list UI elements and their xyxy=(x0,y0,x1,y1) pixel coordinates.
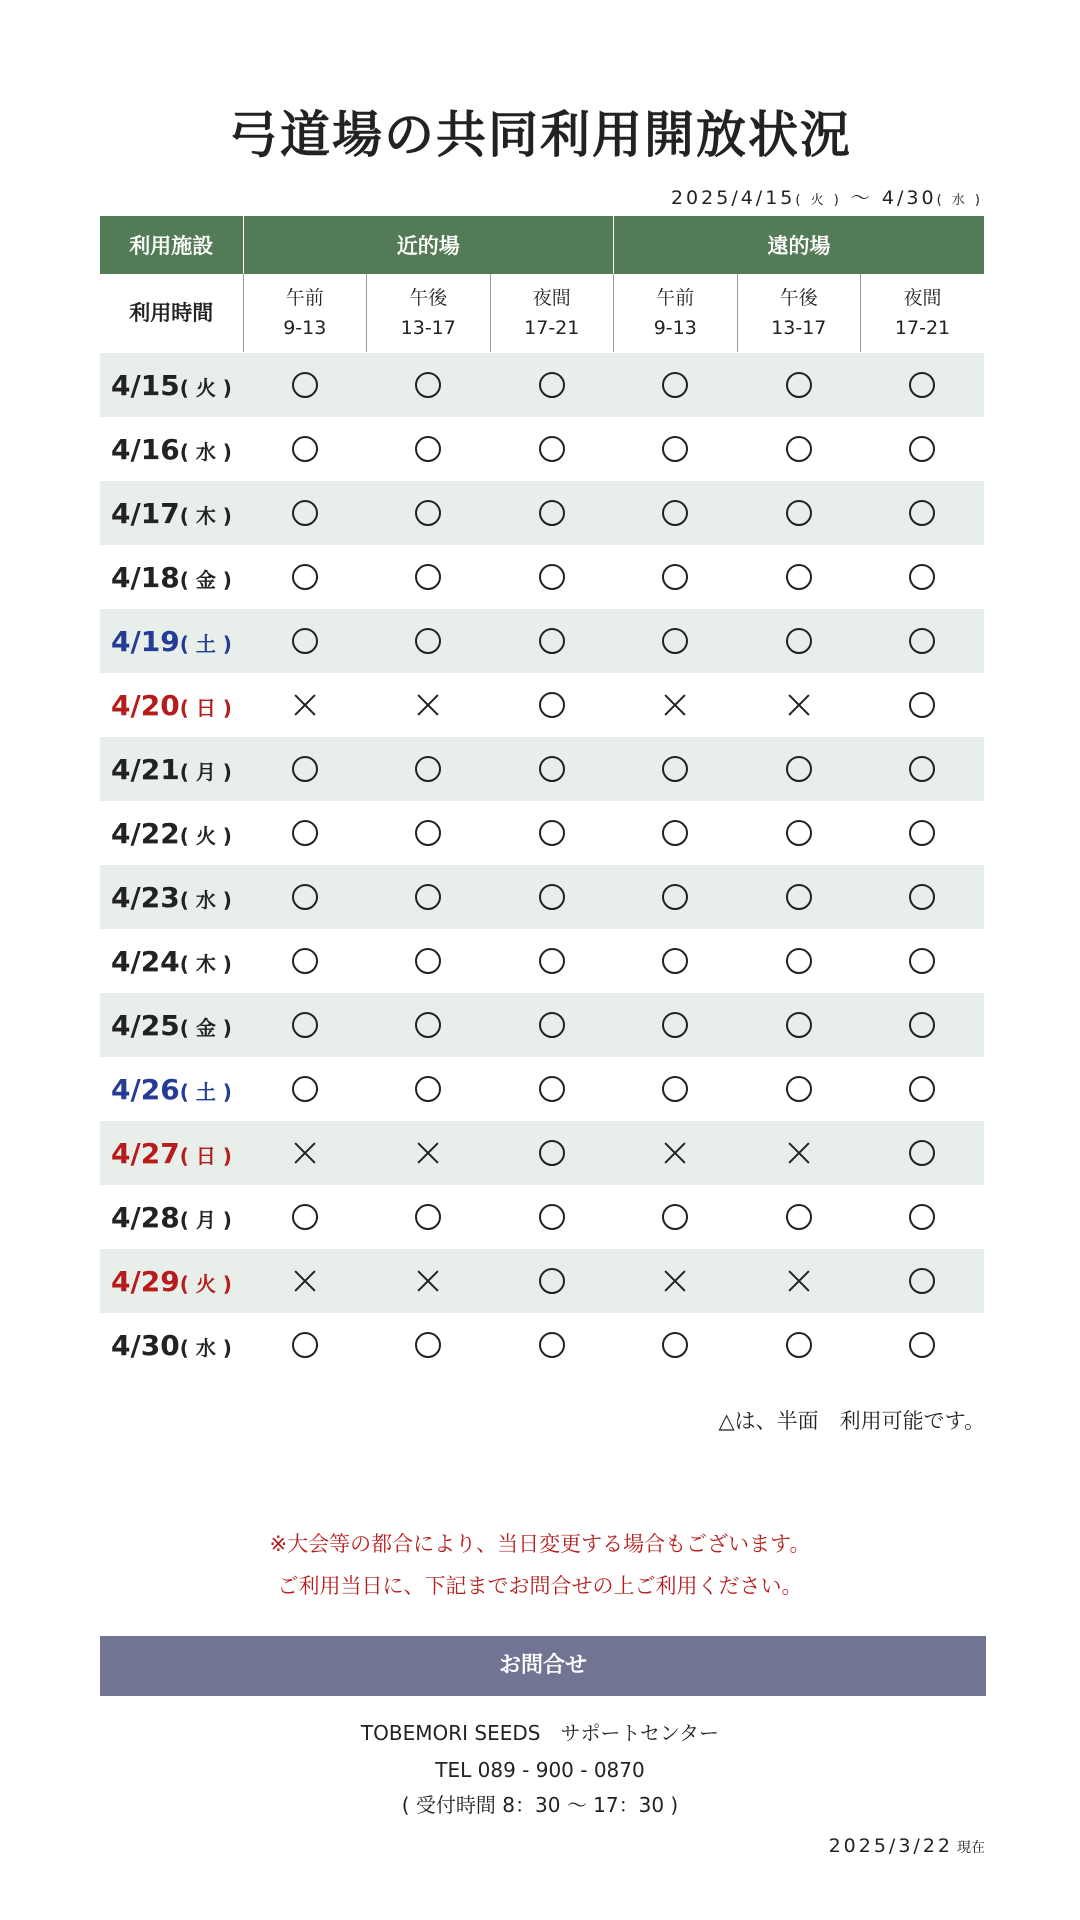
available-circle-icon xyxy=(786,884,812,910)
available-circle-icon xyxy=(909,436,935,462)
date-cell xyxy=(100,481,243,545)
status-cell xyxy=(614,865,738,929)
available-circle-icon xyxy=(539,372,565,398)
status-cell xyxy=(737,673,861,737)
available-circle-icon xyxy=(662,756,688,782)
status-cell xyxy=(737,353,861,418)
available-circle-icon xyxy=(292,372,318,398)
available-circle-icon xyxy=(539,1076,565,1102)
table-row xyxy=(100,353,984,418)
date-cell xyxy=(100,1057,243,1121)
status-cell xyxy=(861,1057,985,1121)
available-circle-icon xyxy=(662,564,688,590)
status-cell xyxy=(243,673,367,737)
available-circle-icon xyxy=(292,1012,318,1038)
available-circle-icon xyxy=(662,1012,688,1038)
table-row xyxy=(100,417,984,481)
status-cell xyxy=(243,1185,367,1249)
slot-name: 夜間 xyxy=(903,287,942,309)
table-row xyxy=(100,1185,984,1249)
available-circle-icon xyxy=(909,1268,935,1294)
status-cell xyxy=(737,1185,861,1249)
status-cell xyxy=(367,865,491,929)
available-circle-icon xyxy=(662,884,688,910)
status-cell xyxy=(490,481,614,545)
status-cell xyxy=(861,609,985,673)
day-of-week: ( 木 ) xyxy=(179,951,232,976)
available-circle-icon xyxy=(786,756,812,782)
table-row xyxy=(100,865,984,929)
available-circle-icon xyxy=(539,1268,565,1294)
available-circle-icon xyxy=(292,884,318,910)
status-cell xyxy=(737,1249,861,1313)
day-of-week: ( 日 ) xyxy=(179,1143,232,1168)
table-row xyxy=(100,801,984,865)
unavailable-cross-icon xyxy=(416,693,440,717)
range-start: 2025/4/15 xyxy=(670,187,796,209)
available-circle-icon xyxy=(786,948,812,974)
date-cell xyxy=(100,1121,243,1185)
date-value: 4/25 xyxy=(111,1008,180,1042)
status-cell xyxy=(614,673,738,737)
table-row xyxy=(100,481,984,545)
available-circle-icon xyxy=(292,1204,318,1230)
available-circle-icon xyxy=(539,436,565,462)
day-of-week: ( 月 ) xyxy=(179,1207,232,1232)
status-cell xyxy=(367,801,491,865)
date-value: 4/18 xyxy=(111,560,180,594)
table-row xyxy=(100,545,984,609)
available-circle-icon xyxy=(415,1204,441,1230)
status-cell xyxy=(861,1121,985,1185)
status-cell xyxy=(243,1121,367,1185)
table-row xyxy=(100,673,984,737)
available-circle-icon xyxy=(909,628,935,654)
available-circle-icon xyxy=(539,1140,565,1166)
unavailable-cross-icon xyxy=(416,1141,440,1165)
table-row xyxy=(100,737,984,801)
date-value: 4/23 xyxy=(111,880,180,914)
notice-line-1: ※大会等の都合により、当日変更する場合もございます。 xyxy=(269,1532,811,1556)
status-cell xyxy=(614,417,738,481)
date-cell xyxy=(100,417,243,481)
status-cell xyxy=(861,481,985,545)
day-of-week: ( 水 ) xyxy=(179,1335,232,1360)
available-circle-icon xyxy=(415,1076,441,1102)
status-cell xyxy=(614,481,738,545)
facility-header-row xyxy=(100,216,984,274)
status-cell xyxy=(367,673,491,737)
available-circle-icon xyxy=(415,372,441,398)
unavailable-cross-icon xyxy=(293,1269,317,1293)
status-cell xyxy=(367,1185,491,1249)
legend-note: △は、半面 利用可能です。 xyxy=(718,1409,985,1433)
unavailable-cross-icon xyxy=(663,1141,687,1165)
available-circle-icon xyxy=(539,948,565,974)
contact-heading: お問合せ xyxy=(100,1636,986,1696)
status-cell xyxy=(861,545,985,609)
day-of-week: ( 火 ) xyxy=(179,1271,232,1296)
available-circle-icon xyxy=(292,564,318,590)
status-cell xyxy=(367,417,491,481)
status-cell xyxy=(490,737,614,801)
range-end: 4/30 xyxy=(881,187,937,209)
available-circle-icon xyxy=(662,1332,688,1358)
available-circle-icon xyxy=(786,436,812,462)
date-value: 4/24 xyxy=(111,944,180,978)
table-row xyxy=(100,1313,984,1377)
contact-tel: TEL 089 - 900 - 0870 xyxy=(435,1758,645,1782)
available-circle-icon xyxy=(415,820,441,846)
date-cell xyxy=(100,737,243,801)
status-cell xyxy=(861,993,985,1057)
available-circle-icon xyxy=(662,500,688,526)
status-cell xyxy=(737,929,861,993)
slot-hours: 13-17 xyxy=(400,317,456,339)
unavailable-cross-icon xyxy=(293,693,317,717)
available-circle-icon xyxy=(415,500,441,526)
table-row xyxy=(100,609,984,673)
available-circle-icon xyxy=(662,820,688,846)
status-cell xyxy=(861,1185,985,1249)
available-circle-icon xyxy=(539,1332,565,1358)
status-cell xyxy=(367,929,491,993)
unavailable-cross-icon xyxy=(787,1141,811,1165)
available-circle-icon xyxy=(662,436,688,462)
status-cell xyxy=(861,353,985,418)
slot-header xyxy=(737,274,861,353)
status-cell xyxy=(490,1313,614,1377)
date-value: 4/27 xyxy=(111,1136,180,1170)
status-cell xyxy=(243,1057,367,1121)
page-title: 弓道場の共同利用開放状況 xyxy=(228,106,852,164)
status-cell xyxy=(861,1313,985,1377)
date-cell xyxy=(100,545,243,609)
available-circle-icon xyxy=(662,1076,688,1102)
status-cell xyxy=(367,737,491,801)
available-circle-icon xyxy=(415,1012,441,1038)
available-circle-icon xyxy=(539,1204,565,1230)
available-circle-icon xyxy=(909,1140,935,1166)
status-cell xyxy=(490,545,614,609)
available-circle-icon xyxy=(292,756,318,782)
status-cell xyxy=(367,993,491,1057)
status-cell xyxy=(737,1313,861,1377)
status-cell xyxy=(243,1313,367,1377)
available-circle-icon xyxy=(909,1332,935,1358)
available-circle-icon xyxy=(539,1012,565,1038)
available-circle-icon xyxy=(786,500,812,526)
available-circle-icon xyxy=(662,372,688,398)
day-of-week: ( 土 ) xyxy=(179,631,232,656)
status-cell xyxy=(367,481,491,545)
status-cell xyxy=(737,865,861,929)
status-cell xyxy=(243,417,367,481)
status-cell xyxy=(490,801,614,865)
status-cell xyxy=(490,1057,614,1121)
available-circle-icon xyxy=(539,820,565,846)
status-cell xyxy=(614,1185,738,1249)
date-value: 4/21 xyxy=(111,752,180,786)
slot-hours: 17-21 xyxy=(524,317,580,339)
slot-header xyxy=(614,274,738,353)
status-cell xyxy=(243,993,367,1057)
as-of-value: 2025/3/22 xyxy=(828,1835,953,1857)
date-value: 4/17 xyxy=(111,496,180,530)
status-cell xyxy=(490,1185,614,1249)
table-row xyxy=(100,1057,984,1121)
available-circle-icon xyxy=(786,1012,812,1038)
date-value: 4/19 xyxy=(111,624,180,658)
available-circle-icon xyxy=(786,820,812,846)
available-circle-icon xyxy=(909,372,935,398)
date-value: 4/20 xyxy=(111,688,180,722)
available-circle-icon xyxy=(786,564,812,590)
status-cell xyxy=(614,737,738,801)
slot-name: 午前 xyxy=(285,287,324,309)
status-cell xyxy=(243,545,367,609)
date-value: 4/29 xyxy=(111,1264,180,1298)
date-value: 4/16 xyxy=(111,432,180,466)
status-cell xyxy=(243,1249,367,1313)
available-circle-icon xyxy=(292,948,318,974)
time-label: 利用時間 xyxy=(100,274,243,353)
available-circle-icon xyxy=(539,756,565,782)
date-value: 4/15 xyxy=(111,368,180,402)
unavailable-cross-icon xyxy=(787,693,811,717)
available-circle-icon xyxy=(909,948,935,974)
date-cell xyxy=(100,353,243,418)
status-cell xyxy=(490,1249,614,1313)
unavailable-cross-icon xyxy=(293,1141,317,1165)
available-circle-icon xyxy=(539,500,565,526)
slot-name: 午後 xyxy=(409,287,448,309)
available-circle-icon xyxy=(786,1332,812,1358)
status-cell xyxy=(490,417,614,481)
date-cell xyxy=(100,993,243,1057)
available-circle-icon xyxy=(662,1204,688,1230)
time-header-row xyxy=(100,274,984,353)
status-cell xyxy=(861,417,985,481)
day-of-week: ( 金 ) xyxy=(179,567,232,592)
day-of-week: ( 水 ) xyxy=(179,439,232,464)
slot-hours: 17-21 xyxy=(894,317,951,339)
status-cell xyxy=(490,609,614,673)
status-cell xyxy=(737,417,861,481)
date-value: 4/26 xyxy=(111,1072,180,1106)
day-of-week: ( 木 ) xyxy=(179,503,232,528)
status-cell xyxy=(490,929,614,993)
date-value: 4/22 xyxy=(111,816,180,850)
near-range-header: 近的場 xyxy=(243,216,614,274)
available-circle-icon xyxy=(662,628,688,654)
slot-header xyxy=(861,274,985,353)
unavailable-cross-icon xyxy=(416,1269,440,1293)
status-cell xyxy=(367,353,491,418)
as-of-suffix: 現在 xyxy=(957,1840,985,1856)
range-start-dow: ( 火 ) xyxy=(795,193,842,208)
available-circle-icon xyxy=(539,884,565,910)
facility-label: 利用施設 xyxy=(100,216,243,274)
status-cell xyxy=(367,609,491,673)
date-cell xyxy=(100,1185,243,1249)
status-cell xyxy=(737,1057,861,1121)
status-cell xyxy=(737,993,861,1057)
status-cell xyxy=(367,545,491,609)
available-circle-icon xyxy=(415,1332,441,1358)
status-cell xyxy=(367,1057,491,1121)
slot-name: 午後 xyxy=(779,287,818,309)
available-circle-icon xyxy=(292,500,318,526)
far-range-header: 遠的場 xyxy=(614,216,985,274)
status-cell xyxy=(737,481,861,545)
date-cell xyxy=(100,1313,243,1377)
table-row xyxy=(100,1249,984,1313)
date-cell xyxy=(100,929,243,993)
day-of-week: ( 水 ) xyxy=(179,887,232,912)
day-of-week: ( 月 ) xyxy=(179,759,232,784)
available-circle-icon xyxy=(786,1076,812,1102)
available-circle-icon xyxy=(415,564,441,590)
date-cell xyxy=(100,801,243,865)
unavailable-cross-icon xyxy=(663,693,687,717)
available-circle-icon xyxy=(415,628,441,654)
schedule-body xyxy=(100,353,984,1378)
available-circle-icon xyxy=(539,628,565,654)
status-cell xyxy=(243,481,367,545)
status-cell xyxy=(614,1249,738,1313)
status-cell xyxy=(490,1121,614,1185)
status-cell xyxy=(861,929,985,993)
slot-hours: 9-13 xyxy=(653,317,697,339)
status-cell xyxy=(737,545,861,609)
day-of-week: ( 金 ) xyxy=(179,1015,232,1040)
slot-hours: 13-17 xyxy=(771,317,827,339)
status-cell xyxy=(490,353,614,418)
available-circle-icon xyxy=(909,1012,935,1038)
as-of-date xyxy=(829,1835,985,1857)
day-of-week: ( 火 ) xyxy=(179,823,232,848)
available-circle-icon xyxy=(539,564,565,590)
slot-name: 午前 xyxy=(656,287,695,309)
status-cell xyxy=(243,929,367,993)
range-end-dow: ( 水 ) xyxy=(936,193,983,208)
status-cell xyxy=(861,737,985,801)
available-circle-icon xyxy=(909,820,935,846)
table-row xyxy=(100,993,984,1057)
status-cell xyxy=(861,865,985,929)
available-circle-icon xyxy=(786,628,812,654)
available-circle-icon xyxy=(909,1076,935,1102)
table-row xyxy=(100,929,984,993)
available-circle-icon xyxy=(786,1204,812,1230)
status-cell xyxy=(367,1121,491,1185)
notice-line-2: ご利用当日に、下記までお問合せの上ご利用ください。 xyxy=(277,1574,803,1598)
status-cell xyxy=(861,673,985,737)
available-circle-icon xyxy=(292,1332,318,1358)
date-range xyxy=(671,183,983,210)
slot-header xyxy=(490,274,614,353)
status-cell xyxy=(614,801,738,865)
available-circle-icon xyxy=(292,436,318,462)
status-cell xyxy=(614,545,738,609)
status-cell xyxy=(861,1249,985,1313)
status-cell xyxy=(614,1057,738,1121)
available-circle-icon xyxy=(415,948,441,974)
availability-table xyxy=(100,216,984,1377)
available-circle-icon xyxy=(292,1076,318,1102)
status-cell xyxy=(243,865,367,929)
available-circle-icon xyxy=(539,692,565,718)
available-circle-icon xyxy=(415,436,441,462)
status-cell xyxy=(243,801,367,865)
status-cell xyxy=(614,929,738,993)
status-cell xyxy=(367,1313,491,1377)
slot-hours: 9-13 xyxy=(283,317,327,339)
available-circle-icon xyxy=(415,756,441,782)
available-circle-icon xyxy=(292,820,318,846)
status-cell xyxy=(737,1121,861,1185)
available-circle-icon xyxy=(292,628,318,654)
date-value: 4/28 xyxy=(111,1200,180,1234)
date-cell xyxy=(100,865,243,929)
unavailable-cross-icon xyxy=(787,1269,811,1293)
status-cell xyxy=(490,865,614,929)
status-cell xyxy=(614,1313,738,1377)
status-cell xyxy=(243,737,367,801)
contact-org: TOBEMORI SEEDS サポートセンター xyxy=(360,1721,720,1745)
available-circle-icon xyxy=(415,884,441,910)
table-row xyxy=(100,1121,984,1185)
available-circle-icon xyxy=(909,884,935,910)
available-circle-icon xyxy=(909,1204,935,1230)
status-cell xyxy=(614,1121,738,1185)
date-cell xyxy=(100,673,243,737)
unavailable-cross-icon xyxy=(663,1269,687,1293)
available-circle-icon xyxy=(786,372,812,398)
status-cell xyxy=(490,993,614,1057)
slot-header xyxy=(243,274,367,353)
available-circle-icon xyxy=(909,564,935,590)
status-cell xyxy=(367,1249,491,1313)
date-cell xyxy=(100,1249,243,1313)
status-cell xyxy=(490,673,614,737)
status-cell xyxy=(737,609,861,673)
status-cell xyxy=(614,353,738,418)
available-circle-icon xyxy=(909,500,935,526)
status-cell xyxy=(243,609,367,673)
available-circle-icon xyxy=(662,948,688,974)
available-circle-icon xyxy=(909,756,935,782)
slot-header xyxy=(367,274,491,353)
status-cell xyxy=(737,801,861,865)
slot-name: 夜間 xyxy=(532,287,571,309)
status-cell xyxy=(243,353,367,418)
date-value: 4/30 xyxy=(111,1328,180,1362)
day-of-week: ( 火 ) xyxy=(179,375,232,400)
day-of-week: ( 土 ) xyxy=(179,1079,232,1104)
status-cell xyxy=(614,609,738,673)
status-cell xyxy=(737,737,861,801)
status-cell xyxy=(861,801,985,865)
available-circle-icon xyxy=(909,692,935,718)
contact-hours: ( 受付時間 8：30 〜 17：30 ) xyxy=(401,1793,679,1817)
range-separator: 〜 xyxy=(841,187,882,209)
date-cell xyxy=(100,609,243,673)
status-cell xyxy=(614,993,738,1057)
day-of-week: ( 日 ) xyxy=(179,695,232,720)
